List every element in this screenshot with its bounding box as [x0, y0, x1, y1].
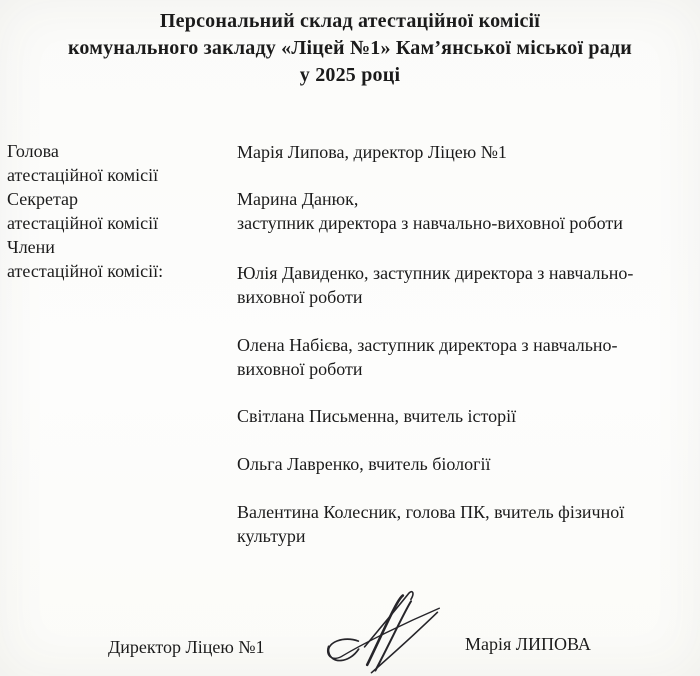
members-label: атестаційної комісії: [7, 261, 164, 281]
document-title [0, 8, 700, 89]
entry-line: Ольга Лавренко, вчитель біології [237, 454, 491, 474]
entry-line: Марія Липова, директор Ліцею №1 [237, 142, 507, 162]
secretary-label: атестаційної комісії [7, 213, 159, 233]
title-line: Персональний склад атестаційної комісії [159, 10, 541, 32]
entry-line: культури [237, 525, 306, 546]
entry-line: Валентина Колесник, голова ПК, вчитель фізичної [237, 502, 625, 522]
signer-name: Марія ЛИПОВА [465, 634, 591, 654]
signer-role-label: Директор Ліцею №1 [108, 637, 265, 657]
chair-label: атестаційної комісії [7, 165, 159, 185]
chair-entry [237, 141, 700, 165]
title-line: у 2025 році [299, 64, 401, 86]
member-entry [237, 262, 700, 309]
role-labels-column [7, 139, 235, 283]
entry-line: заступник директора з навчально-виховної роботи [237, 212, 623, 233]
member-entry [237, 405, 700, 429]
entry-line: Марина Данюк, [237, 189, 359, 209]
members-label: Члени [7, 237, 55, 257]
handwritten-signature-icon [316, 581, 464, 676]
chair-label: Голова [7, 141, 59, 161]
title-line: комунального закладу «Ліцей №1» Кам’янської міської ради [67, 37, 633, 59]
entry-line: виховної роботи [237, 286, 363, 307]
member-entry [237, 334, 700, 381]
secretary-label: Секретар [7, 189, 79, 209]
secretary-entry [237, 188, 700, 235]
member-entry [237, 501, 700, 548]
entry-line: виховної роботи [237, 358, 363, 379]
member-entry [237, 453, 700, 477]
entry-line: Юлія Давиденко, заступник директора з навчально- [237, 263, 634, 283]
entry-line: Олена Набієва, заступник директора з навчально- [237, 335, 618, 355]
entry-line: Світлана Письменна, вчитель історії [237, 406, 517, 426]
